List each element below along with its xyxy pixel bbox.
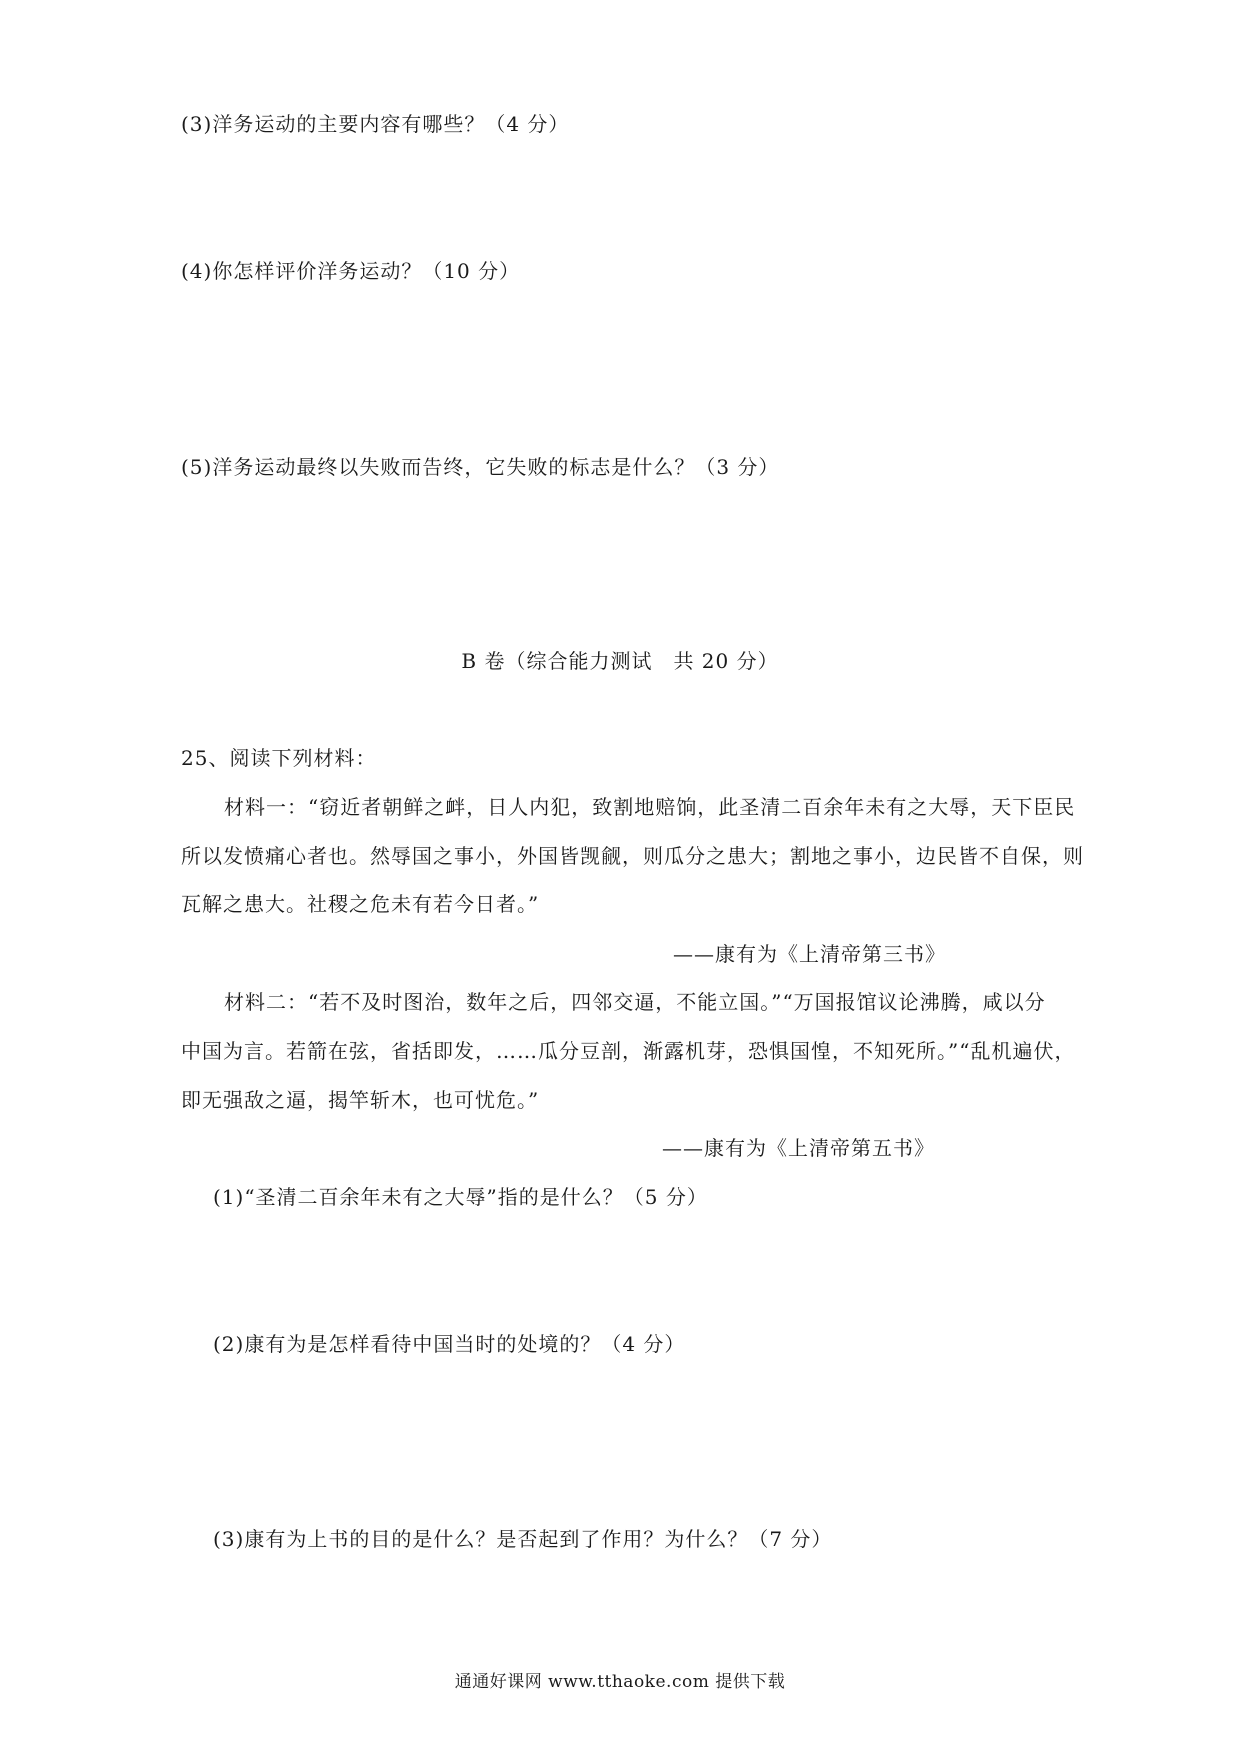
question-25-heading: 25、阅读下列材料：	[181, 746, 377, 770]
material-2-line-1: 材料二：“若不及时图治，数年之后，四邻交逼，不能立国。”“万国报馆议论沸腾，咸以分	[224, 990, 1046, 1014]
section-b-title: B 卷（综合能力测试 共 20 分）	[461, 649, 779, 673]
material-1-line-2: 所以发愤痛心者也。然辱国之事小，外国皆觊觎，则瓜分之患大；割地之事小，边民皆不自保，则	[181, 844, 1084, 868]
question-5: (5)洋务运动最终以失败而告终，它失败的标志是什么？（3 分）	[181, 455, 780, 479]
sub-question-3: (3)康有为上书的目的是什么？是否起到了作用？为什么？（7 分）	[213, 1527, 833, 1551]
material-2-source: ——康有为《上清帝第五书》	[662, 1136, 935, 1160]
question-3: (3)洋务运动的主要内容有哪些？（4 分）	[181, 112, 570, 136]
sub-question-1: (1)“圣清二百余年未有之大辱”指的是什么？（5 分）	[213, 1185, 708, 1209]
page-footer: 通通好课网 www.tthaoke.com 提供下载	[454, 1672, 786, 1692]
material-1-source: ——康有为《上清帝第三书》	[673, 942, 946, 966]
material-2-line-3: 即无强敌之逼，揭竿斩木，也可忧危。”	[181, 1088, 540, 1112]
question-4: (4)你怎样评价洋务运动？（10 分）	[181, 259, 521, 283]
material-2-line-2: 中国为言。若箭在弦，省括即发，……瓜分豆剖，渐露机芽，恐惧国惶，不知死所。”“乱机遍伏，	[181, 1039, 1076, 1063]
material-1-line-1: 材料一：“窃近者朝鲜之衅，日人内犯，致割地赔饷，此圣清二百余年未有之大辱，天下臣民	[224, 795, 1076, 819]
sub-question-2: (2)康有为是怎样看待中国当时的处境的？（4 分）	[213, 1332, 686, 1356]
material-1-line-3: 瓦解之患大。社稷之危未有若今日者。”	[181, 892, 540, 916]
